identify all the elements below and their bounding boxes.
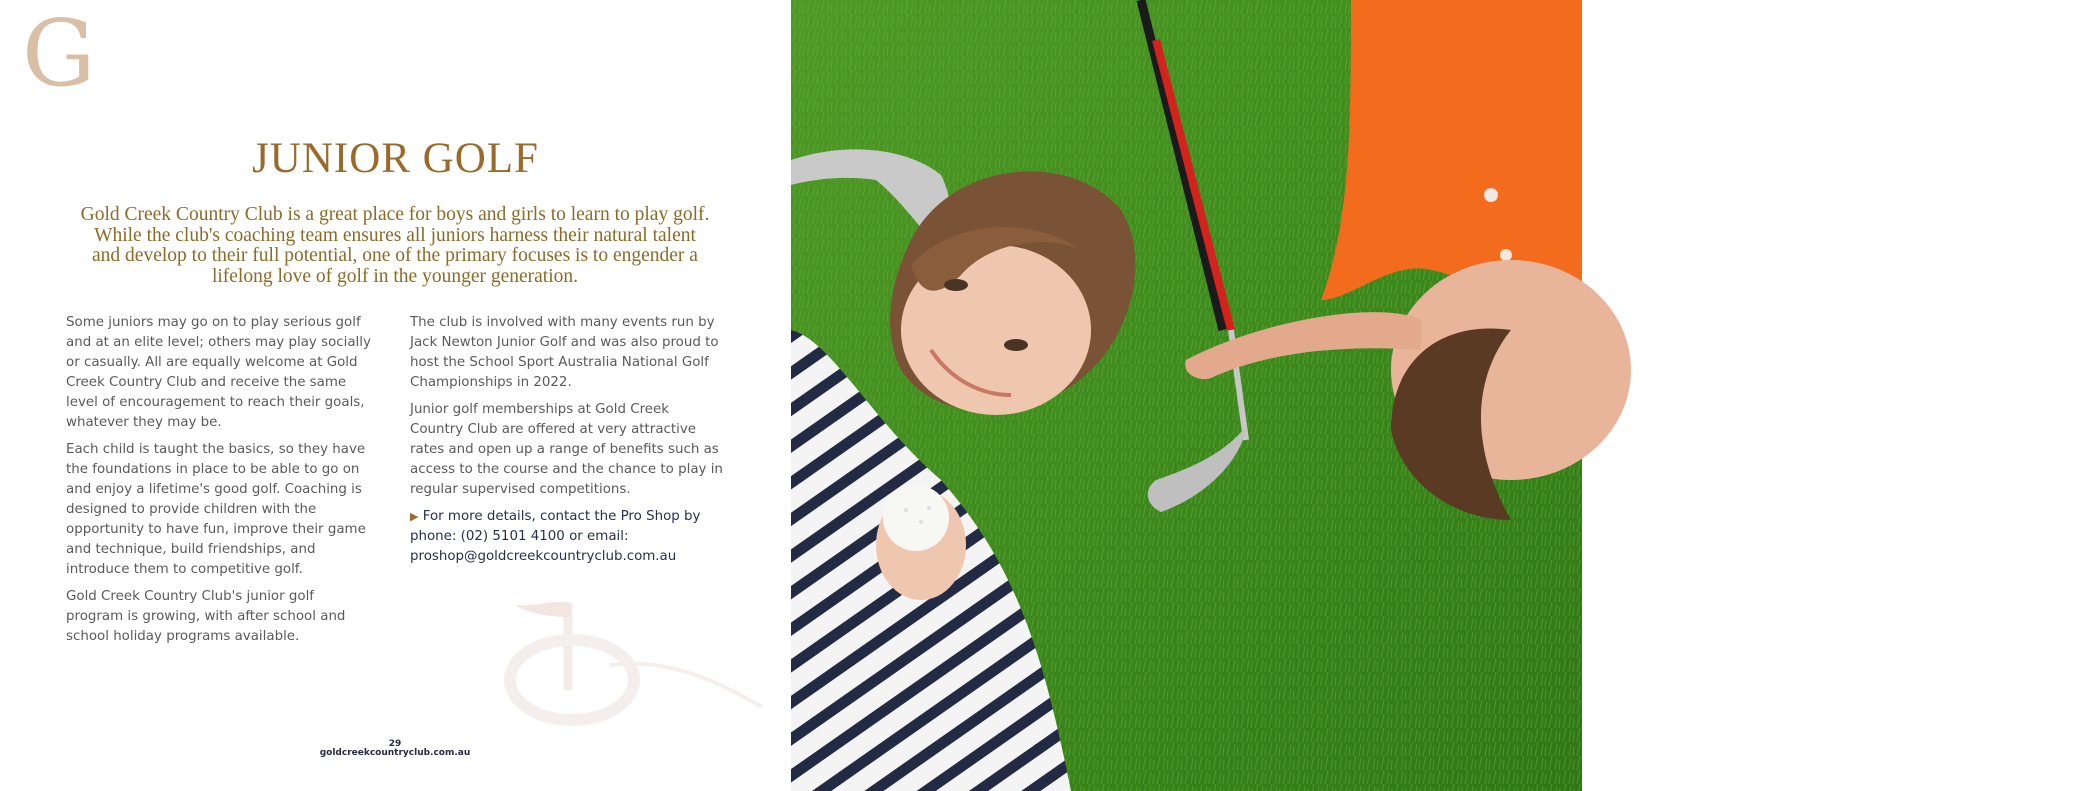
intro-paragraph: Gold Creek Country Club is a great place for boys and girls to learn to play golf. While the club's coaching team ensures all juniors harness their natural talent and develop to their full potential, one of the primary focuses is to engender a lifelong love of golf in the younger generation. (80, 204, 710, 287)
page-footer (290, 740, 500, 758)
text-column-right (410, 313, 725, 574)
golf-flag-watermark-icon (500, 595, 770, 745)
website-link[interactable]: goldcreekcountryclub.com.au (1903, 748, 2055, 758)
club-monogram-logo: G (22, 0, 96, 107)
body-paragraph: Some juniors may go on to play serious golf and at an elite level; others may play socially or casually. All are equally welcome at Gold Creek Country Club and receive the same level of encouragement to reach their goals, whatever they may be. (66, 315, 371, 430)
body-paragraph: Junior golf memberships at Gold Creek Country Club are offered at very attractive rates and open up a range of benefits such as access to the course and the chance to play in regular supervised competitions. (410, 402, 723, 497)
right-page (791, 0, 2055, 791)
contact-paragraph (410, 507, 725, 567)
page-number: 29 (388, 739, 402, 749)
page-number: 30 (1972, 739, 1986, 749)
triangle-right-icon: ▶ (410, 510, 419, 523)
body-paragraph: Gold Creek Country Club's junior golf program is growing, with after school and school holiday programs available. (66, 589, 346, 644)
body-paragraph: The club is involved with many events run by Jack Newton Junior Golf and was also proud to host the School Sport Australia National Golf Championships in 2022. (410, 315, 719, 390)
page-title: JUNIOR GOLF (252, 135, 539, 182)
text-column-left (66, 313, 371, 654)
contact-text[interactable]: For more details, contact the Pro Shop by phone: (02) 5101 4100 or email: proshop@goldcreekcountryclub.com.au (410, 509, 701, 564)
body-paragraph: Each child is taught the basics, so they have the foundations in place to be able to go on and enjoy a lifetime's good golf. Coaching is designed to provide children with the opportunity to have fun, improve their game and technique, build friendships, and introduce them to competitive golf. (66, 442, 366, 577)
left-page (0, 0, 791, 791)
kids-on-grass-photo (791, 0, 1582, 791)
website-link[interactable]: goldcreekcountryclub.com.au (319, 748, 471, 758)
page-footer (1874, 740, 2084, 758)
